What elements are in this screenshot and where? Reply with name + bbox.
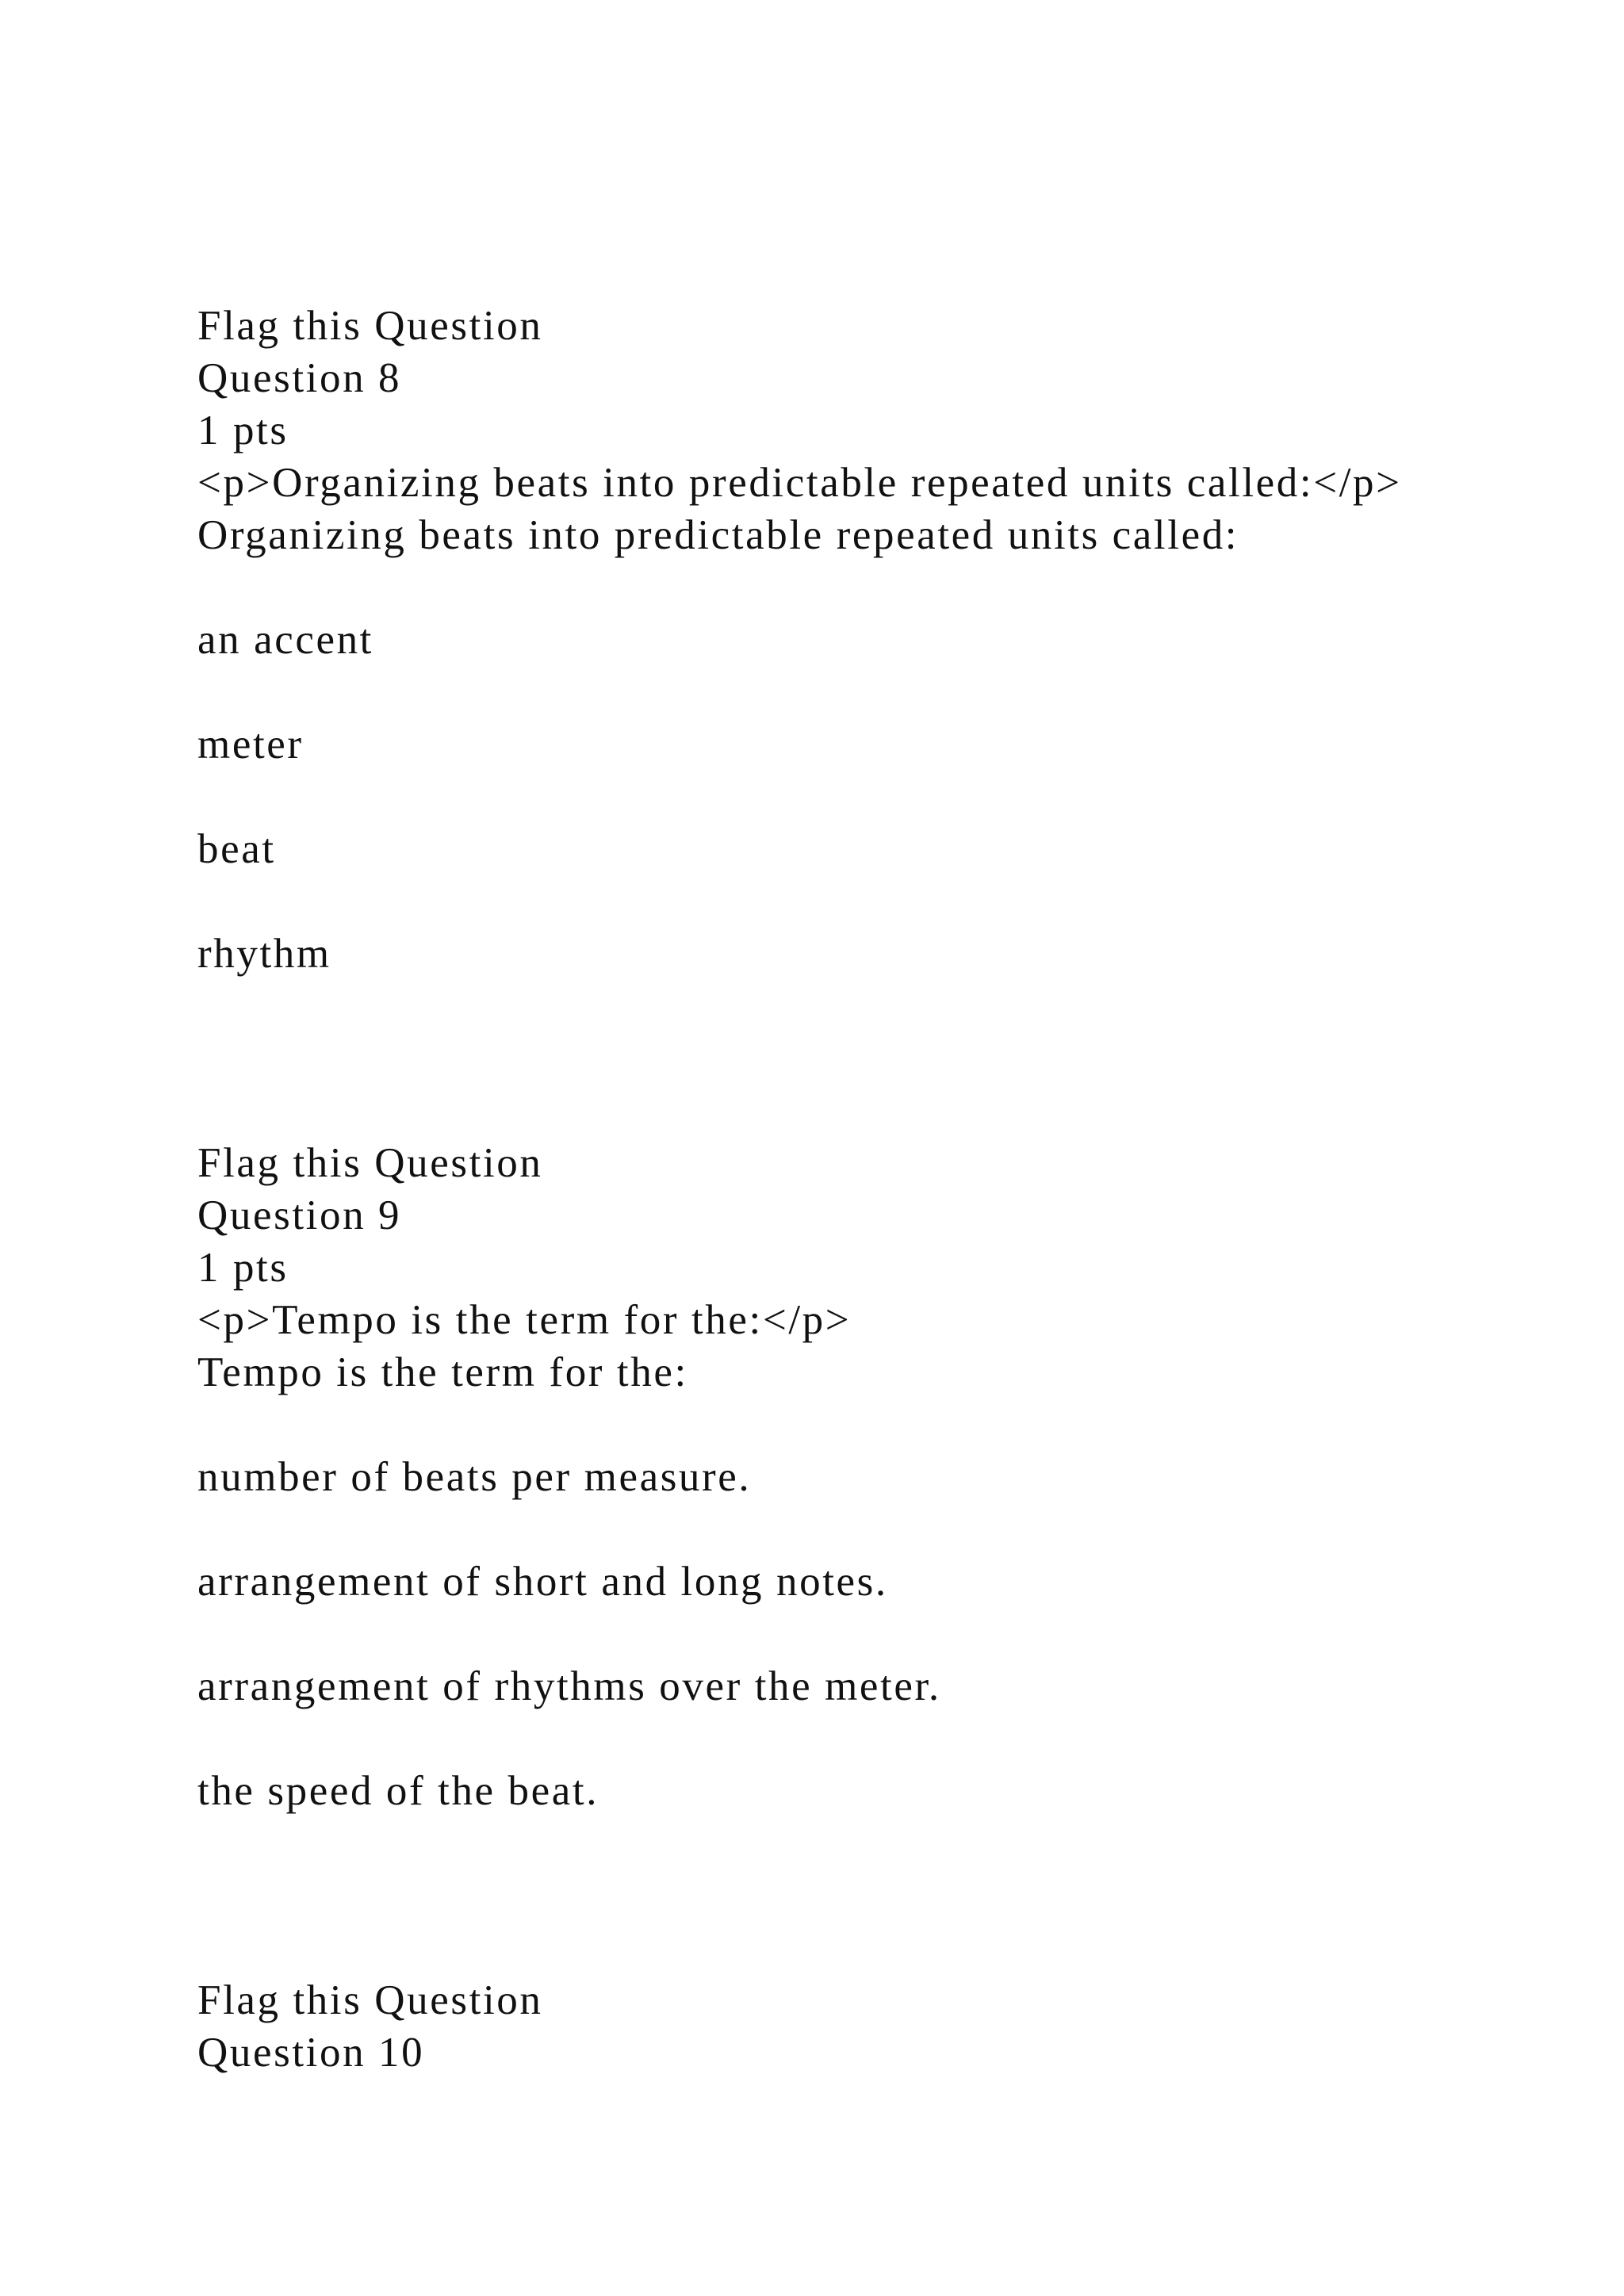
question-number: Question 8: [197, 355, 402, 401]
answer-option[interactable]: rhythm: [197, 931, 331, 977]
question-raw-html: <p>Organizing beats into predictable repeated units called:</p>: [197, 460, 1402, 506]
question-prompt: Tempo is the term for the:: [197, 1349, 688, 1395]
answer-option[interactable]: an accent: [197, 617, 373, 663]
answer-option[interactable]: arrangement of short and long notes.: [197, 1559, 888, 1605]
answer-option[interactable]: number of beats per measure.: [197, 1454, 752, 1500]
answer-option[interactable]: beat: [197, 826, 276, 872]
flag-question-link[interactable]: Flag this Question: [197, 1140, 543, 1186]
answer-option[interactable]: the speed of the beat.: [197, 1768, 599, 1814]
question-block: [197, 300, 1577, 980]
answer-option[interactable]: meter: [197, 721, 304, 767]
flag-question-link[interactable]: Flag this Question: [197, 1977, 543, 2023]
question-number: Question 10: [197, 2030, 425, 2076]
question-raw-html: <p>Tempo is the term for the:</p>: [197, 1297, 852, 1343]
flag-question-link[interactable]: Flag this Question: [197, 303, 543, 349]
answer-option[interactable]: arrangement of rhythms over the meter.: [197, 1663, 941, 1709]
question-block: [197, 1974, 1577, 2079]
question-points: 1 pts: [197, 408, 289, 453]
document-content: [197, 300, 1577, 2079]
question-points: 1 pts: [197, 1245, 289, 1291]
question-number: Question 9: [197, 1192, 402, 1238]
question-prompt: Organizing beats into predictable repeated units called:: [197, 512, 1239, 558]
question-block: [197, 1137, 1577, 1817]
